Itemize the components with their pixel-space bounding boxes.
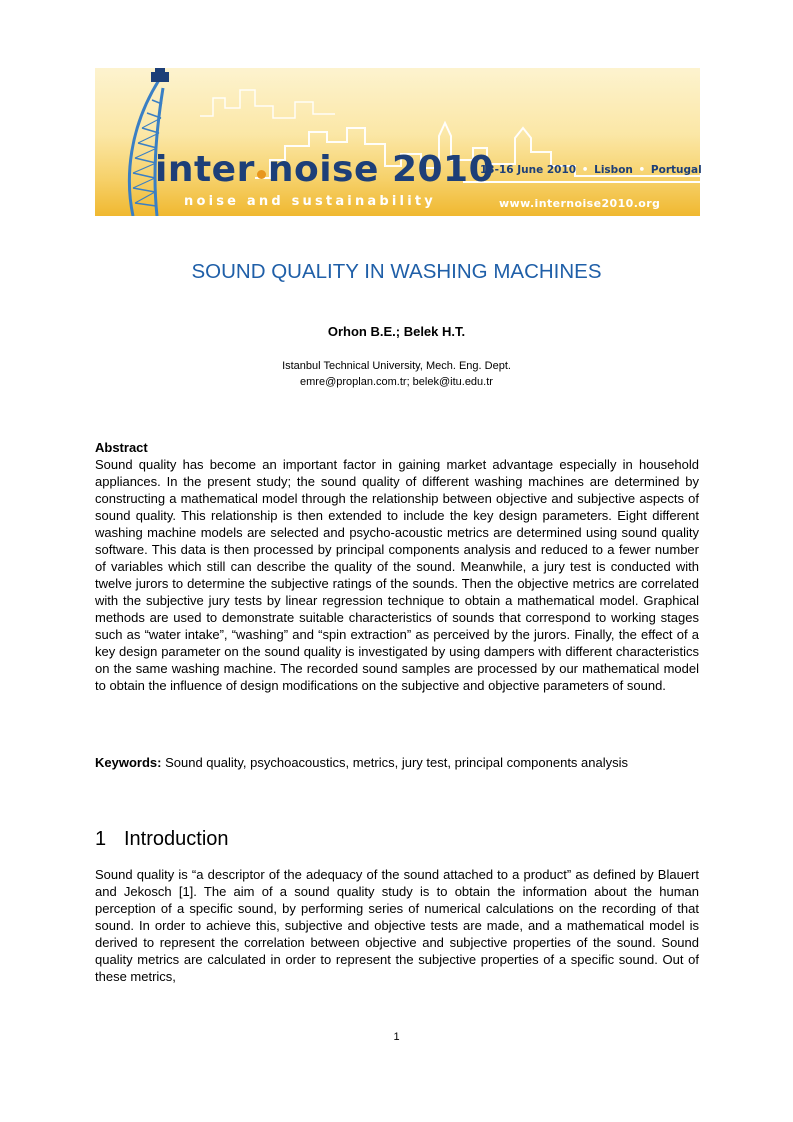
abstract-heading: Abstract xyxy=(95,440,148,455)
keywords-line xyxy=(95,754,705,771)
internoise-logo: inter noise 2010 xyxy=(155,149,495,190)
section-number: 1 xyxy=(95,828,107,850)
banner-url: www.internoise2010.org xyxy=(499,197,661,210)
page-number: 1 xyxy=(393,1031,400,1043)
paper-authors: Orhon B.E.; Belek H.T. xyxy=(327,324,466,339)
logo-dot-icon xyxy=(257,170,266,179)
affiliation-line: Istanbul Technical University, Mech. Eng. Dept. xyxy=(282,360,511,372)
separator-dot-icon: • xyxy=(634,164,649,176)
banner-event-info: 13-16 June 2010 • Lisbon • Portugal xyxy=(480,164,702,176)
author-affiliation xyxy=(0,358,793,390)
author-emails: emre@proplan.com.tr; belek@itu.edu.tr xyxy=(300,376,493,388)
separator-dot-icon: • xyxy=(578,164,593,176)
paper-title: SOUND QUALITY IN WASHING MACHINES xyxy=(191,260,602,283)
banner-divider xyxy=(463,181,700,183)
abstract-text: Sound quality has become an important factor in gaining market advantage especially in household appliances. In the present study; the sound quality of different washing machines are determined by constructing a mathematical model through the relationship between objective and subjective aspects of sound quality. This relationship is then extended to include the key design parameters. Eight different washing machine models are selected and psycho-acoustic metrics are determined using sound quality software. This data is then processed by principal components analysis and reduced to a fewer number of variables which still can describe the quality of the sound. Meanwhile, a jury test is conducted with twelve jurors to determine the subjective ratings of the sounds. Then the objective metrics are correlated with the subjective jury tests by linear regression technique to obtain a mathematical model. Graphical methods are used to demonstrate suitable characteristics of sounds that correspond to working stages such as “water intake”, “washing” and “spin extraction” as perceived by the jurors. Finally, the effect of a key design parameter on the sound quality is investigated by using dampers with different characteristics on the same washing machine. The recorded sound samples are processed by our mathematical model to obtain the influence of design modifications on the subjective and objective parameters of sound. xyxy=(95,457,699,693)
tower-icon xyxy=(129,68,169,216)
keywords-list: Sound quality, psychoacoustics, metrics, jury test, principal components analysis xyxy=(165,755,629,770)
intro-paragraph: Sound quality is “a descriptor of the adequacy of the sound attached to a product” as defined by Blauert and Jekosch [1]. The aim of a sound quality study is to obtain the information about the human perception of a specific sound, by performing series of numerical calculations on the recording of that sound. In order to achieve this, subjective and objective tests are made, and a mathematical model is derived to represent the correlation between objective and subjective properties of the sound. Sound quality metrics are calculated in order to represent the subjective properties of a specific sound. Out of these metrics, xyxy=(95,867,699,984)
keywords-label: Keywords: xyxy=(95,755,162,770)
banner-tagline: noise and sustainability xyxy=(184,194,436,209)
section-heading xyxy=(95,828,229,851)
section-title: Introduction xyxy=(124,828,229,850)
